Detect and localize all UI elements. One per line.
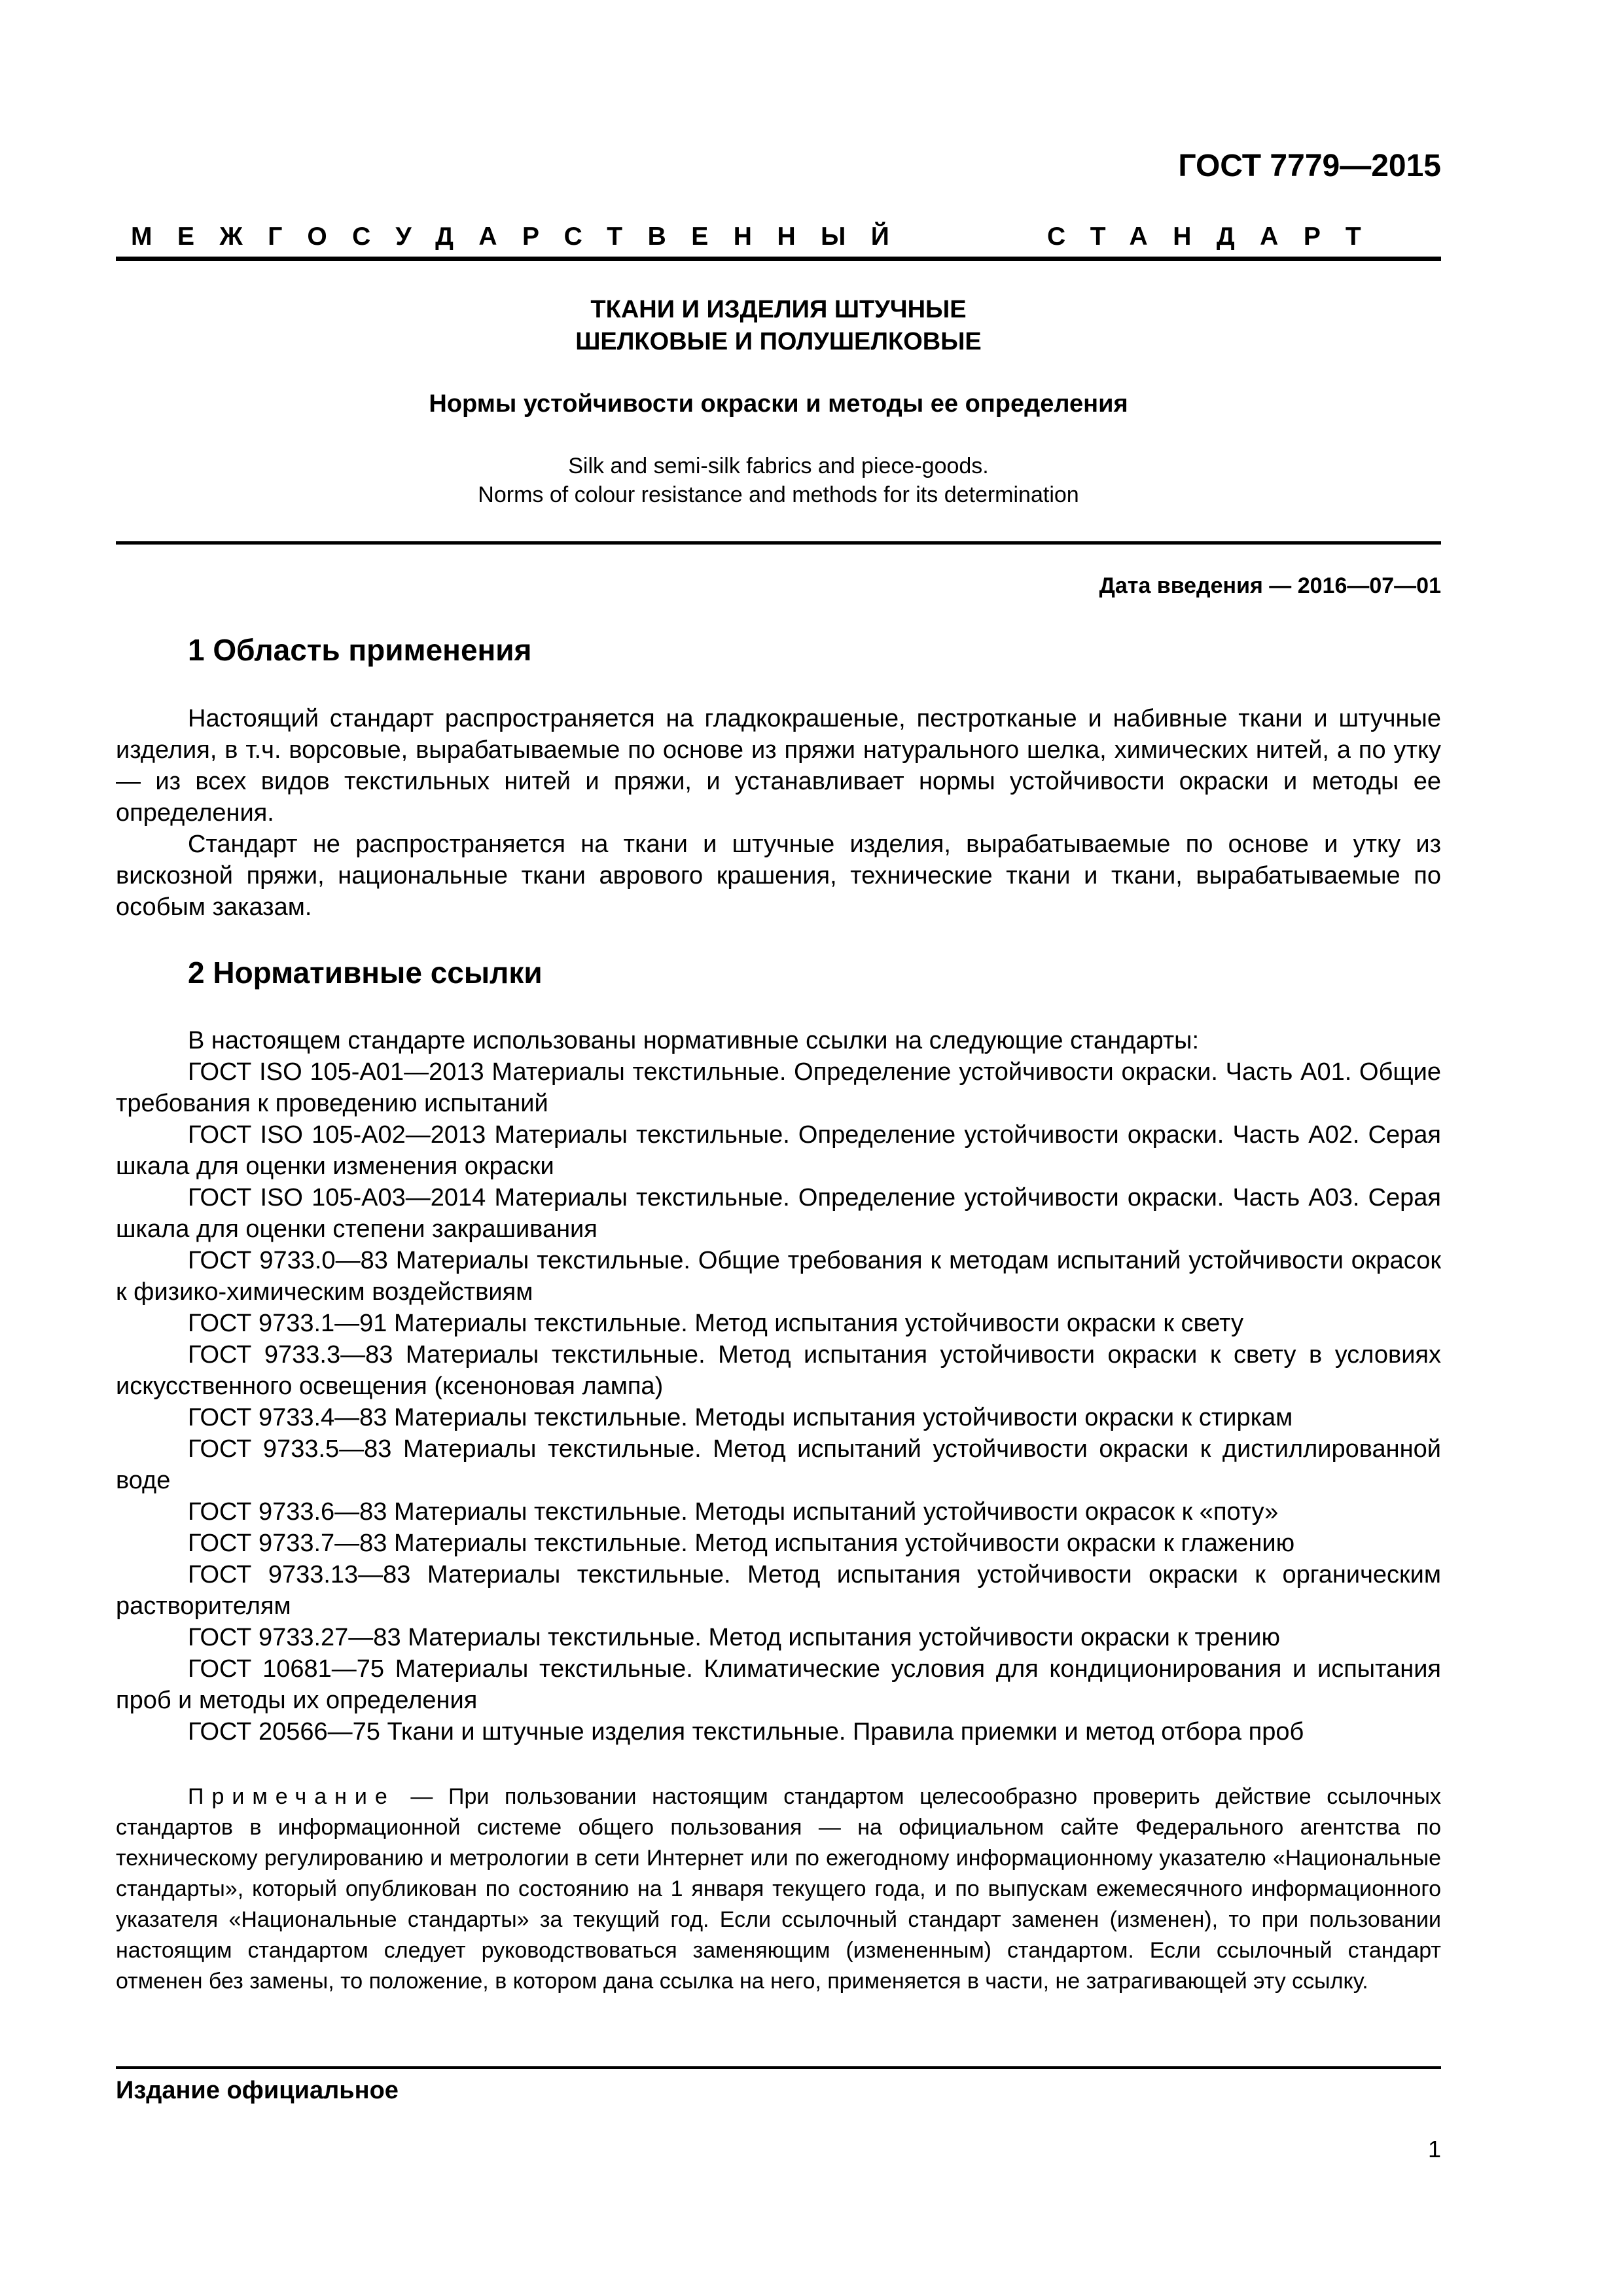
reference-item: ГОСТ 9733.7—83 Материалы текстильные. Метод испытания устойчивости окраски к глажению — [188, 1530, 1295, 1557]
english-title-line-1: Silk and semi-silk fabrics and piece-goods. — [568, 454, 989, 478]
normative-references-list — [116, 1025, 1441, 1748]
scope-paragraph: Настоящий стандарт распространяется на гладкокрашеные, пестротканые и набивные ткани и штучные изделия, в т.ч. ворсовые, вырабатываемые по основе из пряжи натурального шелка, химических нитей, а по утку — из всех видов текстильных нитей и пряжи, и устанавливает нормы устойчивости окраски и методы ее определения. — [116, 705, 1441, 827]
section-heading-normative-references: 2 Нормативные ссылки — [188, 956, 543, 990]
page-number: 1 — [1427, 2136, 1441, 2162]
official-edition-label: Издание официальное — [116, 2077, 399, 2104]
reference-item: ГОСТ 9733.1—91 Материалы текстильные. Метод испытания устойчивости окраски к свету — [188, 1310, 1243, 1337]
note-text: — При пользовании настоящим стандартом целесообразно проверить действие ссылочных стандартов в информационной системе общего пользования — на официальном сайте Федерального агентства по техническому регулированию и метрологии в сети Интернет или по ежегодному информационному указателю «Национальные стандарты», который опубликован по состоянию на 1 января текущего года, и по выпускам ежемесячного информационного указателя «Национальные стандарты» за текущий год. Если ссылочный стандарт заменен (изменен), то при пользовании настоящим стандартом следует руководствоваться заменяющим (измененным) стандартом. Если ссылочный стандарт отменен без замены, то положение, в котором дана ссылка на него, применяется в части, не затрагивающей эту ссылку. — [116, 1784, 1441, 1994]
introduction-date: Дата введения — 2016—07—01 — [1099, 573, 1441, 598]
document-title-line-1: ТКАНИ И ИЗДЕЛИЯ ШТУЧНЫЕ — [590, 296, 967, 323]
reference-item: ГОСТ ISO 105-A02—2013 Материалы текстильные. Определение устойчивости окраски. Часть А02. Серая шкала для оценки изменения окраски — [116, 1121, 1441, 1180]
footer-rule — [116, 2066, 1441, 2069]
reference-item: ГОСТ 10681—75 Материалы текстильные. Климатические условия для кондиционирования и испытания проб и методы их определения — [116, 1655, 1441, 1714]
references-intro: В настоящем стандарте использованы нормативные ссылки на следующие стандарты: — [188, 1027, 1200, 1054]
english-title-line-2: Norms of colour resistance and methods for its determination — [478, 482, 1079, 507]
title-rule — [116, 541, 1441, 545]
reference-item: ГОСТ 9733.6—83 Материалы текстильные. Методы испытаний устойчивости окрасок к «поту» — [188, 1498, 1279, 1526]
header-rule — [116, 257, 1441, 261]
reference-item: ГОСТ 9733.3—83 Материалы текстильные. Метод испытания устойчивости окраски к свету в условиях искусственного освещения (ксеноновая лампа) — [116, 1341, 1441, 1400]
document-code: ГОСТ 7779—2015 — [1178, 149, 1441, 183]
reference-item: ГОСТ 9733.13—83 Материалы текстильные. Метод испытания устойчивости окраски к органическим растворителям — [116, 1561, 1441, 1620]
document-subtitle: Нормы устойчивости окраски и методы ее определения — [429, 390, 1128, 418]
standard-type-right: СТАНДАРТ — [1047, 223, 1387, 251]
reference-item: ГОСТ 9733.27—83 Материалы текстильные. Метод испытания устойчивости окраски к трению — [188, 1624, 1281, 1651]
note-block — [116, 1782, 1441, 1997]
document-title-line-2: ШЕЛКОВЫЕ И ПОЛУШЕЛКОВЫЕ — [575, 328, 982, 355]
section-heading-scope: 1 Область применения — [188, 633, 532, 667]
scope-paragraph: Стандарт не распространяется на ткани и штучные изделия, вырабатываемые по основе и утку из вискозной пряжи, национальные ткани аврового крашения, технические ткани и ткани, вырабатываемые по особым заказам. — [116, 831, 1441, 921]
reference-item: ГОСТ 20566—75 Ткани и штучные изделия текстильные. Правила приемки и метод отбора проб — [188, 1718, 1304, 1746]
note-label: Примечание — [188, 1784, 395, 1809]
reference-item: ГОСТ 9733.0—83 Материалы текстильные. Общие требования к методам испытаний устойчивости окрасок к физико-химическим воздействиям — [116, 1247, 1441, 1306]
reference-item: ГОСТ 9733.4—83 Материалы текстильные. Методы испытания устойчивости окраски к стиркам — [188, 1404, 1293, 1431]
reference-item: ГОСТ ISO 105-A01—2013 Материалы текстильные. Определение устойчивости окраски. Часть А01. Общие требования к проведению испытаний — [116, 1058, 1441, 1117]
reference-item: ГОСТ 9733.5—83 Материалы текстильные. Метод испытаний устойчивости окраски к дистиллированной воде — [116, 1435, 1441, 1494]
standard-type-left: МЕЖГОСУДАРСТВЕННЫЙ — [131, 223, 915, 251]
reference-item: ГОСТ ISO 105-A03—2014 Материалы текстильные. Определение устойчивости окраски. Часть А03. Серая шкала для оценки степени закрашивания — [116, 1184, 1441, 1243]
